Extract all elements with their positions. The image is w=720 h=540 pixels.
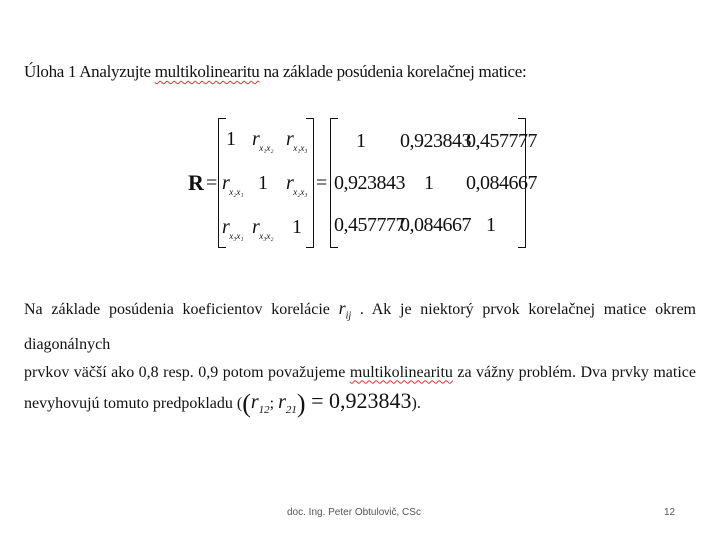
task-heading-prefix: Úloha 1 Analyzujte	[24, 62, 155, 81]
numeric-cell: 0,084667	[466, 172, 537, 194]
symbolic-cell: $r_{x_2x_3}$	[286, 172, 308, 197]
paragraph-line-3: nevyhovujú tomuto predpokladu (($r_{12}$; $r_{21}) = 0,923843$).	[24, 387, 421, 418]
page-number: 12	[664, 507, 676, 518]
equals-sign: =	[316, 172, 328, 194]
spellcheck-underlined-word: multikolinearitu	[349, 363, 453, 381]
paragraph-line-1: Na základe posúdenia koeficientov korelácie $r_{ij}$ . Ak je niektorý prvok korelačnej matice okrem diagonálnych	[24, 298, 696, 353]
matrix-label: R	[188, 170, 204, 195]
equals-sign: =	[206, 172, 218, 194]
task-heading	[24, 62, 526, 82]
symbolic-cell: $r_{x_2x_1}$	[222, 172, 244, 197]
numeric-cell: 1	[356, 130, 366, 152]
symbolic-cell: $r_{x_1x_3}$	[286, 128, 308, 153]
symbolic-cell: 1	[292, 216, 302, 238]
task-heading-suffix: na základe posúdenia korelačnej matice:	[259, 62, 527, 81]
numeric-cell: 0,923843	[400, 130, 471, 152]
symbolic-cell: $r_{x_3x_1}$	[222, 216, 244, 241]
numeric-cell: 1	[424, 172, 434, 194]
symbolic-cell: 1	[226, 128, 236, 150]
symbolic-cell: $r_{x_3x_2}$	[252, 216, 274, 241]
footer-author: doc. Ing. Peter Obtulovič, CSc	[287, 507, 421, 518]
numeric-cell: 0,457777	[334, 214, 405, 236]
symbolic-cell: 1	[258, 172, 268, 194]
spellcheck-underlined-word: multikolinearitu	[154, 62, 260, 81]
numeric-cell: 0,457777	[466, 130, 537, 152]
numeric-cell: 0,923843	[334, 172, 405, 194]
paragraph-line-2: prvkov väčší ako 0,8 resp. 0,9 potom považujeme multikolinearitu za vážny problém. Dva prvky matice	[24, 363, 696, 381]
correlation-matrix-equation	[188, 118, 537, 246]
coefficient-symbol: $r_{ij}$	[338, 298, 352, 322]
numeric-cell: 0,084667	[400, 214, 471, 236]
numeric-cell: 1	[486, 214, 496, 236]
symbolic-cell: $r_{x_1x_2}$	[252, 128, 274, 153]
explanation-paragraph	[24, 294, 696, 424]
